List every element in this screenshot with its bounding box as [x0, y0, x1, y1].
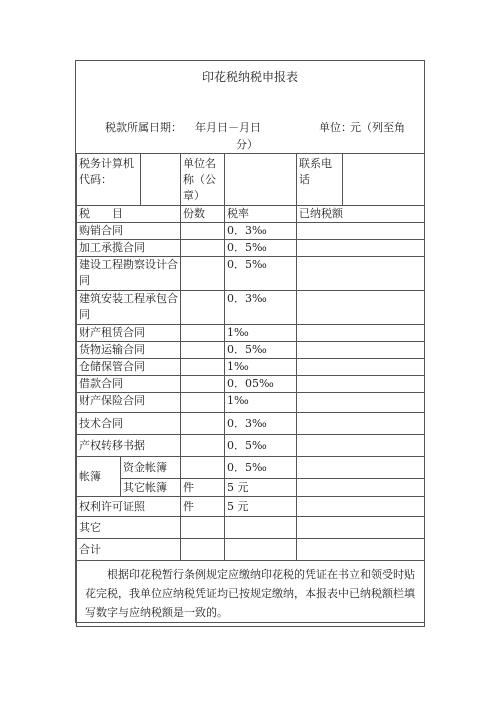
row-count-input[interactable] [181, 257, 225, 291]
unit-name-input[interactable] [225, 154, 297, 206]
books-capital-row [77, 457, 425, 479]
row-paid-input[interactable] [297, 325, 425, 342]
row-paid-input[interactable] [297, 342, 425, 359]
declaration-text: 根据印花税暂行条例规定应缴纳印花税的凭证在书立和领受时贴花完税，我单位应纳税凭证均已按规定缴纳，本报表中已纳税额栏填写数字与应纳税额是一致的。 [85, 568, 415, 619]
unit-name-label: 单位名称（公章） [183, 157, 216, 202]
row-item: 财产租赁合同 [77, 325, 181, 342]
row-count-input[interactable] [181, 393, 225, 413]
row-paid-input[interactable] [297, 257, 425, 291]
currency-unit-line2: 分） [236, 138, 258, 151]
row-count-input[interactable] [181, 291, 225, 325]
phone-input[interactable] [343, 154, 425, 206]
row-item: 产权转移书据 [77, 435, 181, 457]
books-other-count: 件 [181, 479, 225, 497]
row-item: 财产保险合同 [77, 393, 181, 413]
row-count-input[interactable] [181, 359, 225, 376]
row-paid-input[interactable] [297, 223, 425, 240]
row-rate: 0．3‰ [225, 291, 297, 325]
license-row [77, 497, 425, 517]
table-row [77, 435, 425, 457]
tax-code-input[interactable] [141, 154, 181, 206]
license-label: 权利许可证照 [77, 497, 181, 517]
declaration-cell [77, 561, 425, 627]
column-count: 份数 [181, 206, 225, 223]
row-paid-input[interactable] [297, 240, 425, 257]
total-paid-input[interactable] [297, 539, 425, 561]
currency-unit-label: 单位： [319, 121, 352, 134]
tax-return-form [75, 60, 425, 623]
declaration-row [77, 561, 425, 627]
books-group-label: 帐簿 [77, 457, 121, 497]
row-item: 建筑安装工程承包合同 [77, 291, 181, 325]
books-capital-label: 资金帐簿 [121, 457, 181, 479]
row-count-input[interactable] [181, 325, 225, 342]
tax-period-label: 税款所属日期： [105, 121, 182, 134]
column-header-row [77, 206, 425, 223]
total-rate-input[interactable] [225, 539, 297, 561]
table-row [77, 223, 425, 240]
books-other-row [77, 479, 425, 497]
books-capital-rate: 0．5‰ [225, 457, 297, 479]
row-count-input[interactable] [181, 435, 225, 457]
row-item: 仓储保管合同 [77, 359, 181, 376]
table-row [77, 291, 425, 325]
row-rate: 0．5‰ [225, 240, 297, 257]
books-other-label: 其它帐簿 [121, 479, 181, 497]
row-rate: 1‰ [225, 359, 297, 376]
row-item: 技术合同 [77, 413, 181, 435]
row-rate: 0．3‰ [225, 223, 297, 240]
row-paid-input[interactable] [297, 497, 425, 517]
row-rate: 1‰ [225, 325, 297, 342]
row-rate-input[interactable] [225, 517, 297, 539]
row-count-input[interactable] [181, 223, 225, 240]
table-row [77, 240, 425, 257]
form-title: 印花税纳税申报表 [201, 70, 298, 84]
table-row [77, 257, 425, 291]
row-count-input[interactable] [181, 376, 225, 393]
tax-period-value: 年月日－月日 [195, 121, 261, 134]
currency-unit-line1: 元（列至角 [350, 121, 405, 134]
license-rate: 5 元 [225, 497, 297, 517]
row-rate: 0．3‰ [225, 413, 297, 435]
other-label: 其它 [77, 517, 181, 539]
row-paid-input[interactable] [297, 359, 425, 376]
tax-code-label: 税务计算机代码： [79, 157, 134, 186]
column-paid: 已纳税额 [297, 206, 425, 223]
row-count-input[interactable] [181, 457, 225, 479]
row-rate: 0．05‰ [225, 376, 297, 393]
table-row [77, 376, 425, 393]
table-row [77, 393, 425, 413]
row-item: 借款合同 [77, 376, 181, 393]
tax-code-label-cell [77, 154, 141, 206]
row-count-input[interactable] [181, 342, 225, 359]
row-paid-input[interactable] [297, 435, 425, 457]
table-row [77, 413, 425, 435]
total-label: 合计 [77, 539, 181, 561]
license-count: 件 [181, 497, 225, 517]
tax-table [76, 153, 425, 627]
other-row [77, 517, 425, 539]
row-count-input[interactable] [181, 517, 225, 539]
row-item: 加工承揽合同 [77, 240, 181, 257]
row-paid-input[interactable] [297, 413, 425, 435]
total-count-input[interactable] [181, 539, 225, 561]
row-count-input[interactable] [181, 413, 225, 435]
row-paid-input[interactable] [297, 393, 425, 413]
row-paid-input[interactable] [297, 457, 425, 479]
row-rate: 1‰ [225, 393, 297, 413]
total-row [77, 539, 425, 561]
row-paid-input[interactable] [297, 479, 425, 497]
unit-name-label-cell [181, 154, 225, 206]
row-paid-input[interactable] [297, 376, 425, 393]
row-item: 建设工程勘察设计合同 [77, 257, 181, 291]
table-row [77, 342, 425, 359]
phone-label: 联系电话 [299, 157, 332, 186]
books-other-rate: 5 元 [225, 479, 297, 497]
row-item: 购销合同 [77, 223, 181, 240]
row-paid-input[interactable] [297, 517, 425, 539]
table-row [77, 325, 425, 342]
header-row [77, 154, 425, 206]
column-rate: 税率 [225, 206, 297, 223]
row-rate: 0．5‰ [225, 342, 297, 359]
row-item: 货物运输合同 [77, 342, 181, 359]
phone-label-cell [297, 154, 343, 206]
row-count-input[interactable] [181, 240, 225, 257]
table-row [77, 359, 425, 376]
row-rate: 0．5‰ [225, 435, 297, 457]
column-item: 税 目 [77, 206, 181, 223]
currency-unit-value [350, 119, 414, 136]
row-rate: 0．5‰ [225, 257, 297, 291]
row-paid-input[interactable] [297, 291, 425, 325]
